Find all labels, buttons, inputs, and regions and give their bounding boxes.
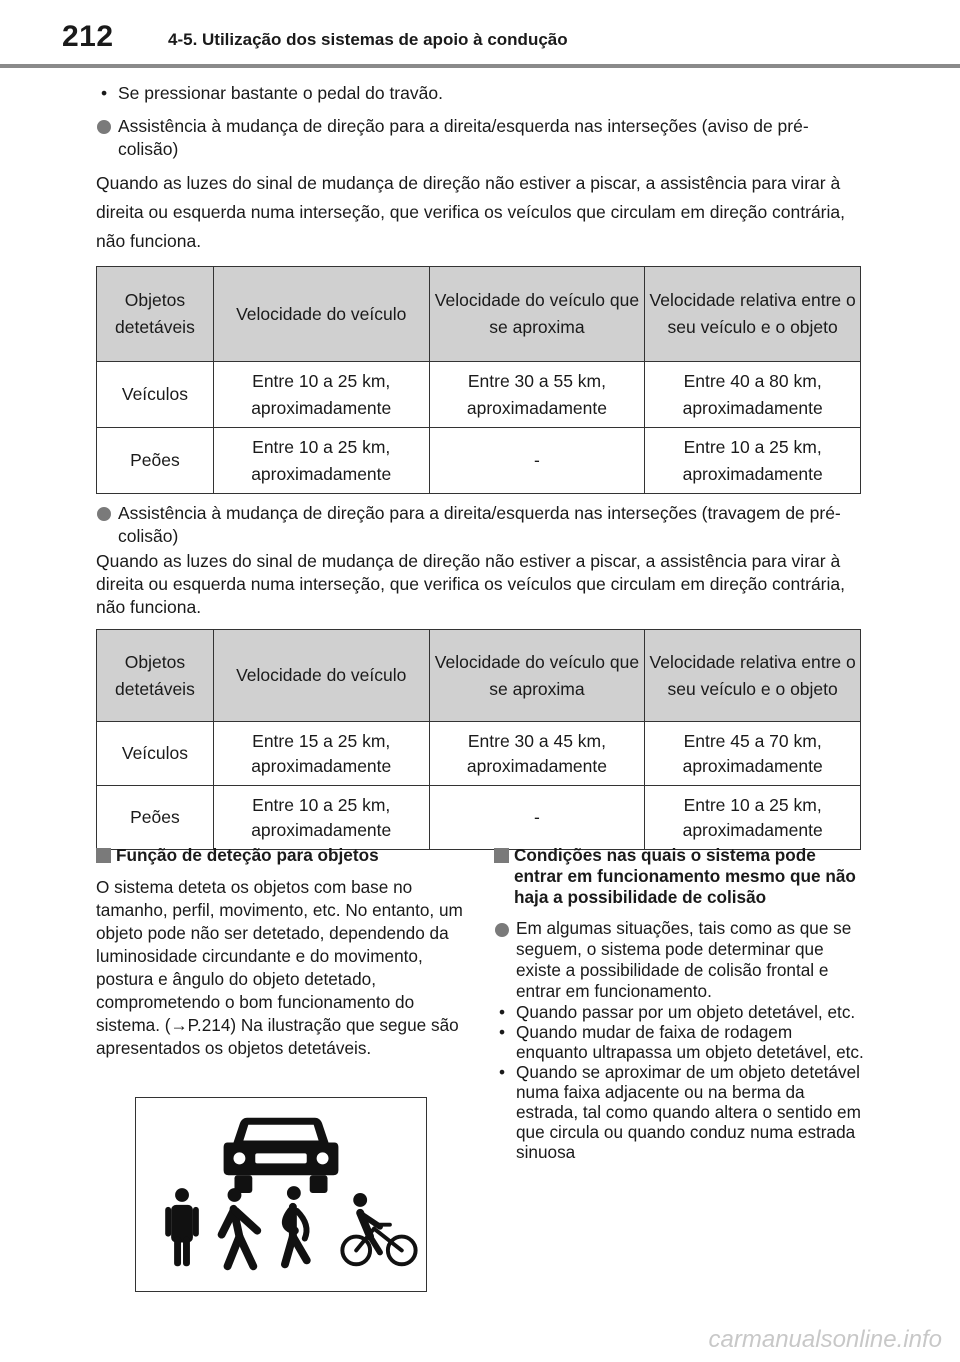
dash-marker: • xyxy=(499,1002,506,1022)
table-row xyxy=(97,428,861,494)
conditions-bullet-text: Em algumas situações, tais como as que se seguem, o sistema pode determinar que existe a possibilidade de colisão frontal e entrar em funcionamento. xyxy=(516,918,852,1001)
circle-bullet-icon xyxy=(97,120,111,134)
conditions-dash-item xyxy=(494,1062,866,1162)
conditions-dash-text: Quando se aproximar de um objeto detetável numa faixa adjacente ou na berma da estrada, tal como quando altera o sentido em que circula ou quando conduz numa estrada sinuosa xyxy=(516,1062,861,1162)
detection-body: O sistema deteta os objetos com base no tamanho, perfil, movimento, etc. No entanto, um objeto pode não ser detetado, dependendo da luminosidade circundante e do movimento, postura e ângulo do objeto detetado, comprometendo o bom funcionamento do sistema. (→P.214) Na ilustração que segue são apresentados os objetos detetáveis. xyxy=(96,877,463,1058)
left-column xyxy=(96,845,468,1060)
header-rule xyxy=(0,64,960,68)
table-row xyxy=(97,786,861,850)
table-cell: Entre 30 a 55 km, aproximadamente xyxy=(429,362,645,428)
speed-table-warning xyxy=(96,266,861,494)
pedestrian-carrying-icon xyxy=(285,1186,307,1264)
detectable-objects-illustration xyxy=(135,1097,427,1292)
table-cell: Entre 40 a 80 km, aproximadamente xyxy=(645,362,861,428)
section-title: 4-5. Utilização dos sistemas de apoio à condução xyxy=(168,30,568,49)
cyclist-icon xyxy=(342,1193,415,1264)
detection-heading xyxy=(96,845,468,866)
table-header-row xyxy=(97,630,861,722)
block1-paragraph: Quando as luzes do sinal de mudança de direção não estiver a piscar, a assistência para virar à direita ou esquerda numa interseção, que verifica os veículos que circulam em direção contrária, não funciona. xyxy=(96,173,845,251)
conditions-bullet xyxy=(494,918,866,1002)
dash-marker: • xyxy=(499,1062,506,1082)
conditions-dash-item xyxy=(494,1002,866,1022)
dash-marker: • xyxy=(101,83,108,103)
table-header-cell: Velocidade do veículo xyxy=(213,267,429,362)
conditions-heading-text: Condições nas quais o sistema pode entrar em funcionamento mesmo que não haja a possibilidade de colisão xyxy=(514,845,856,907)
conditions-heading xyxy=(494,845,866,908)
table-cell: Peões xyxy=(97,428,214,494)
square-bullet-icon xyxy=(494,848,509,863)
block1-bullet xyxy=(96,115,864,161)
table-header-cell: Velocidade do veículo xyxy=(213,630,429,722)
table-cell: - xyxy=(429,428,645,494)
table-cell: Veículos xyxy=(97,362,214,428)
speed-table-braking xyxy=(96,629,861,850)
circle-bullet-icon xyxy=(97,507,111,521)
table-cell: Entre 30 a 45 km, aproximadamente xyxy=(429,722,645,786)
block2-paragraph: Quando as luzes do sinal de mudança de direção não estiver a piscar, a assistência para virar à direita ou esquerda numa interseção, que verifica os veículos que circulam em direção contrária, não funciona. xyxy=(96,551,845,617)
table-cell: Entre 10 a 25 km, aproximadamente xyxy=(213,786,429,850)
dash-marker: • xyxy=(499,1022,506,1042)
watermark: carmanualsonline.info xyxy=(708,1326,942,1353)
detectable-objects-svg xyxy=(136,1098,426,1291)
conditions-dash-text: Quando mudar de faixa de rodagem enquanto ultrapassa um objeto detetável, etc. xyxy=(516,1022,864,1062)
table-cell: Entre 10 a 25 km, aproximadamente xyxy=(645,428,861,494)
detection-heading-text: Função de deteção para objetos xyxy=(116,845,379,865)
circle-bullet-icon xyxy=(495,923,509,937)
table-cell: Entre 15 a 25 km, aproximadamente xyxy=(213,722,429,786)
intro-dash-text: Se pressionar bastante o pedal do travão. xyxy=(118,83,443,103)
table-cell: Veículos xyxy=(97,722,214,786)
conditions-dash-item xyxy=(494,1022,866,1062)
block1-bullet-text: Assistência à mudança de direção para a direita/esquerda nas interseções (aviso de pré-colisão) xyxy=(118,116,809,159)
pedestrian-walking-icon xyxy=(222,1188,258,1266)
block2-bullet-text: Assistência à mudança de direção para a direita/esquerda nas interseções (travagem de pré-colisão) xyxy=(118,503,841,546)
right-column xyxy=(494,845,866,1162)
table-header-row xyxy=(97,267,861,362)
table-cell: Entre 10 a 25 km, aproximadamente xyxy=(213,362,429,428)
intro-dash-item xyxy=(96,82,864,105)
table-cell: Entre 10 a 25 km, aproximadamente xyxy=(213,428,429,494)
table-header-cell: Velocidade do veículo que se aproxima xyxy=(429,267,645,362)
table-row xyxy=(97,362,861,428)
page-header xyxy=(0,0,960,68)
table-cell: - xyxy=(429,786,645,850)
conditions-dash-text: Quando passar por um objeto detetável, etc. xyxy=(516,1002,856,1022)
table-cell: Entre 45 a 70 km, aproximadamente xyxy=(645,722,861,786)
table-cell: Peões xyxy=(97,786,214,850)
table-header-cell: Velocidade relativa entre o seu veículo e o objeto xyxy=(645,267,861,362)
table-header-cell: Objetos detetáveis xyxy=(97,267,214,362)
pedestrian-standing-icon xyxy=(165,1188,199,1266)
block2-bullet xyxy=(96,502,864,548)
page-number: 212 xyxy=(62,20,114,53)
table-header-cell: Velocidade relativa entre o seu veículo e o objeto xyxy=(645,630,861,722)
square-bullet-icon xyxy=(96,848,111,863)
table-row xyxy=(97,722,861,786)
table-cell: Entre 10 a 25 km, aproximadamente xyxy=(645,786,861,850)
table-header-cell: Objetos detetáveis xyxy=(97,630,214,722)
table-header-cell: Velocidade do veículo que se aproxima xyxy=(429,630,645,722)
car-icon xyxy=(224,1118,339,1193)
main-content xyxy=(96,78,864,850)
